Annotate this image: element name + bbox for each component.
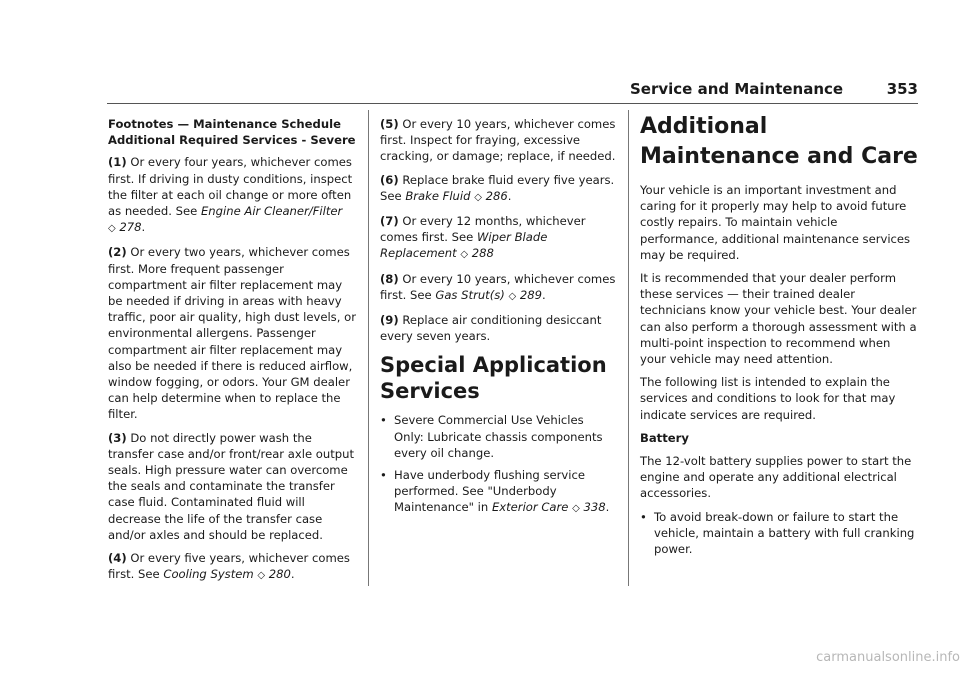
footnote-3 <box>108 430 356 543</box>
crossref-page[interactable]: 286 <box>485 188 508 203</box>
punctuation: . <box>507 188 512 203</box>
paragraph: Your vehicle is an important investment and caring for it properly may help to avoid future costly repairs. To maintain vehicle performance, additional maintenance services may be required. <box>640 183 911 262</box>
footnote-4 <box>108 550 356 584</box>
footnote-9 <box>380 312 616 344</box>
paragraph: The 12-volt battery supplies power to start the engine and operate any additional electrical accessories. <box>640 454 912 501</box>
header-rule <box>107 103 918 104</box>
battery-heading: Battery <box>640 430 689 445</box>
footnote-text: Or every two years, whichever comes first. More frequent passenger compartment air filter replacement may be needed if driving in areas with heavy traffic, poor air quality, high dust levels, or environmental allergens. Passenger compartment air filter replacement may also be needed if there is reduced airflow, window fogging, or odors. Your GM dealer can help determine when to replace the filter. <box>108 245 356 422</box>
footnote-text: Or every 10 years, whichever comes first. See <box>380 271 616 302</box>
crossref-link[interactable]: Gas Strut(s) <box>435 287 505 302</box>
running-header <box>630 80 918 98</box>
crossref-page[interactable]: 280 <box>268 567 291 582</box>
list-item <box>640 509 918 558</box>
crossref-page[interactable]: 288 <box>471 246 494 261</box>
footnote-text: Replace brake fluid every five years. See <box>380 172 615 203</box>
crossref-page[interactable]: 278 <box>119 220 142 235</box>
column-1 <box>108 116 356 591</box>
footnote-number: (6) <box>380 172 399 187</box>
crossref-link[interactable]: Cooling System <box>163 567 254 582</box>
footnote-7 <box>380 213 616 264</box>
bullet-icon: • <box>640 509 647 524</box>
section-title: Service and Maintenance <box>630 80 844 98</box>
footnote-1 <box>108 154 356 237</box>
crossref-page[interactable]: 289 <box>519 287 543 302</box>
bullet-icon: • <box>380 413 387 428</box>
crossref-icon: ◇ <box>508 290 517 302</box>
footnote-text: Or every five years, whichever comes first. See <box>108 551 350 582</box>
battery-list <box>640 509 918 558</box>
list-item-text: To avoid break-down or failure to start the vehicle, maintain a battery with full cranking power. <box>654 509 915 557</box>
crossref-page[interactable]: 338 <box>583 500 606 515</box>
watermark: carmanualsonline.info <box>816 650 960 665</box>
column-3 <box>640 116 918 564</box>
bullet-icon: • <box>380 468 387 483</box>
crossref-icon: ◇ <box>474 191 482 203</box>
footnote-6 <box>380 172 616 206</box>
footnote-number: (4) <box>108 551 127 566</box>
punctuation: . <box>141 220 146 235</box>
footnote-text: Or every four years, whichever comes first. If driving in dusty conditions, inspect the filter at each oil change or more often as needed. See <box>108 155 353 219</box>
footnote-2 <box>108 244 356 422</box>
column-2 <box>380 116 616 525</box>
column-divider <box>628 110 629 586</box>
section-heading: Additional Maintenance and Care <box>640 114 918 169</box>
footnote-text: Or every 10 years, whichever comes first. Inspect for fraying, excessive cracking, or damage; replace, if needed. <box>380 117 616 164</box>
crossref-icon: ◇ <box>108 223 116 235</box>
crossref-icon: ◇ <box>572 503 580 515</box>
footnote-8 <box>380 271 616 305</box>
paragraph: It is recommended that your dealer perform these services — their trained dealer technicians know your vehicle best. Your dealer can also perform a thorough assessment with a multi-point inspection to recommend when your vehicle may need attention. <box>640 271 917 367</box>
special-application-heading: Special Application Services <box>380 353 607 404</box>
paragraph: The following list is intended to explain the services and conditions to look for that may indicate services are required. <box>640 375 896 422</box>
crossref-link[interactable]: Brake Fluid <box>405 188 471 203</box>
crossref-link[interactable]: Engine Air Cleaner/Filter <box>200 204 343 219</box>
punctuation: . <box>605 500 610 515</box>
list-item <box>380 412 616 461</box>
footnote-number: (9) <box>380 313 399 328</box>
footnote-number: (2) <box>108 245 127 260</box>
column-divider <box>368 110 369 586</box>
footnote-number: (5) <box>380 117 399 131</box>
crossref-link[interactable]: Wiper Blade Replacement <box>380 230 548 261</box>
crossref-link[interactable]: Exterior Care <box>491 500 569 515</box>
footnote-text: Or every 12 months, whichever comes first. See <box>380 214 586 245</box>
footnote-number: (8) <box>380 271 399 286</box>
footnote-text: Do not directly power wash the transfer case and/or front/rear axle output seals. High pressure water can overcome the seals and contaminate the transfer case fluid. Contaminated fluid will decrease the life of the transfer case and/or axles and should be replaced. <box>108 430 355 542</box>
punctuation: . <box>290 567 295 582</box>
footnote-number: (7) <box>380 214 399 229</box>
crossref-icon: ◇ <box>460 249 469 261</box>
punctuation: . <box>542 287 546 302</box>
special-application-list <box>380 412 616 517</box>
list-item <box>380 467 616 518</box>
footnotes-title: Footnotes — Maintenance Schedule Additional Required Services - Severe <box>108 117 356 148</box>
list-item-text: Severe Commercial Use Vehicles Only: Lubricate chassis components every oil change. <box>394 413 603 460</box>
crossref-icon: ◇ <box>257 570 266 582</box>
list-item-text: Have underbody flushing service performed. See "Underbody Maintenance" in <box>394 468 585 515</box>
footnote-text: Replace air conditioning desiccant every seven years. <box>380 313 602 344</box>
footnote-number: (3) <box>108 430 127 445</box>
footnote-number: (1) <box>108 155 127 170</box>
footnote-5 <box>380 116 616 165</box>
page-number: 353 <box>886 80 918 98</box>
